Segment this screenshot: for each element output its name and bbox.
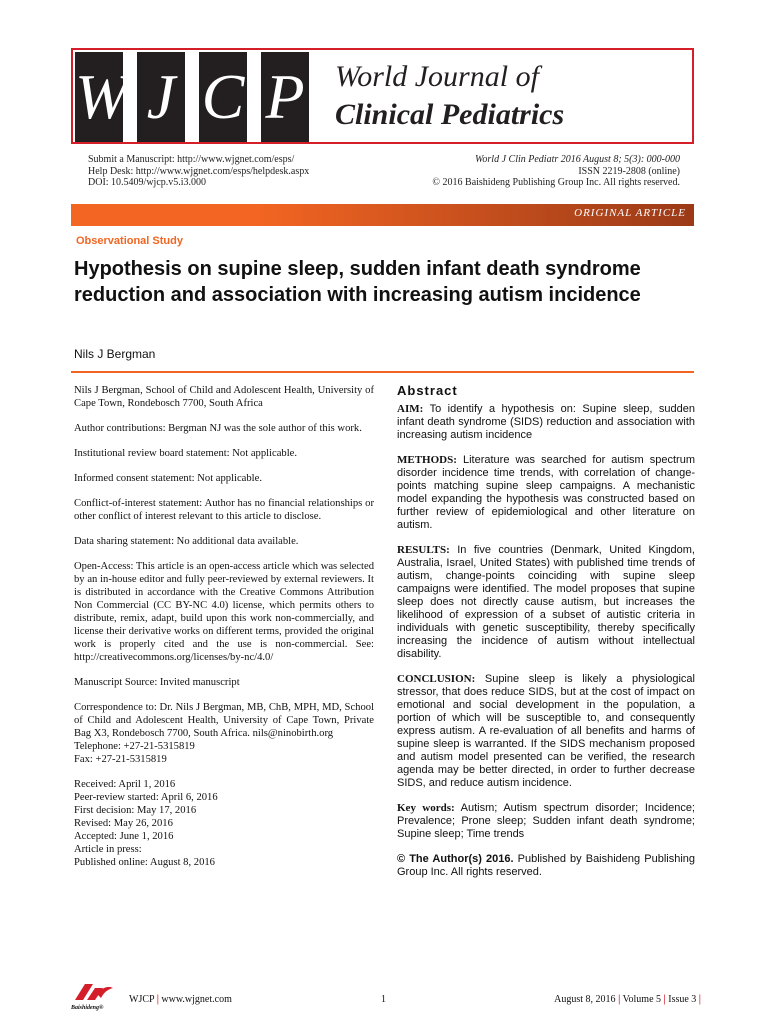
date-published: Published online: August 8, 2016 — [74, 857, 215, 868]
publisher-logo-text: Baishideng® — [71, 1005, 104, 1011]
keywords — [397, 802, 695, 841]
telephone: Telephone: +27-21-5315819 — [74, 741, 195, 752]
conclusion-label: CONCLUSION: — [397, 673, 476, 685]
footer-right — [554, 994, 701, 1005]
aim-label: AIM: — [397, 403, 424, 415]
methods-label: METHODS: — [397, 454, 457, 466]
abstract-results — [397, 544, 695, 661]
article-title: Hypothesis on supine sleep, sudden infant death syndrome reduction and association with increasing autism incidence — [74, 258, 641, 306]
keywords-label: Key words: — [397, 802, 455, 814]
footer-volume: Volume 5 — [622, 994, 662, 1005]
journal-name-line2: Clinical Pediatrics — [335, 98, 565, 131]
author-name: Nils J Bergman — [74, 347, 156, 361]
affiliation: Nils J Bergman, School of Child and Adolescent Health, University of Cape Town, Rondebosch 7700, South Africa — [74, 385, 374, 409]
copyright-bold: © The Author(s) 2016. — [397, 853, 514, 865]
date-revised: Revised: May 26, 2016 — [74, 818, 173, 829]
data-sharing-statement: Data sharing statement: No additional data available. — [74, 536, 299, 547]
journal-name-line1: World Journal of — [335, 60, 539, 93]
footer-date: August 8, 2016 — [554, 994, 616, 1005]
footer-separator: | — [156, 994, 159, 1005]
logo-letter-c: C — [199, 52, 247, 142]
abstract-heading: Abstract — [397, 383, 458, 398]
logo-letter-w: W — [75, 52, 123, 142]
footer-issue: Issue 3 — [668, 994, 697, 1005]
doi-link[interactable]: DOI: 10.5409/wjcp.v5.i3.000 — [88, 177, 207, 188]
manuscript-source: Manuscript Source: Invited manuscript — [74, 677, 240, 688]
results-text: In five countries (Denmark, United Kingdom, Australia, Israel, United States) with published time trends of autism, change-points coinciding with supine sleep campaigns were identified. The model proposes that supine sleep does not directly cause autism, but increases the likelihood of expression of a subset of autistic criteria in individuals with genetic susceptibility, thereby specifically increasing the incidence of autism without intellectual disability. — [397, 544, 695, 660]
methods-text: Literature was searched for autism spectrum disorder incidence time trends, with correlation of change-points matching supine sleep campaigns. A mechanistic model expanding the hypothesis was constructed based on further review of epidemiological and other literature on autism. — [397, 454, 695, 531]
footer-url[interactable]: www.wjgnet.com — [161, 994, 232, 1005]
aim-text: To identify a hypothesis on: Supine sleep, sudden infant death syndrome (SIDS) reduction and association with increasing autism incidence — [397, 403, 696, 441]
footer-left — [129, 994, 232, 1005]
abstract-methods — [397, 454, 695, 532]
footer-journal: WJCP — [129, 994, 155, 1005]
footer-separator: | — [698, 994, 701, 1005]
keywords-text: Autism; Autism spectrum disorder; Incidence; Prevalence; Prone sleep; Sudden infant death syndrome; Supine sleep; Time trends — [397, 802, 695, 840]
date-first-decision: First decision: May 17, 2016 — [74, 805, 197, 816]
front-matter-column — [74, 384, 374, 869]
open-access-statement: Open-Access: This article is an open-access article which was selected by an in-house editor and fully peer-reviewed by external reviewers. It is distributed in accordance with the Creative Commons Attribution Non Commercial (CC BY-NC 4.0) license, which permits others to distribute, remix, adapt, build upon this work non-commercially, and license their derivative works on different terms, provided the original work is properly cited and the use is non-commercial. See: http://creativecommons.org/licenses/by-nc/4.0/ — [74, 561, 374, 663]
page-footer — [71, 990, 701, 1010]
submit-link[interactable]: Submit a Manuscript: http://www.wjgnet.com/esps/ — [88, 154, 295, 165]
journal-masthead — [71, 48, 694, 144]
conclusion-text: Supine sleep is likely a physiological stressor, that does reduce SIDS, but at the cost of impact on emotional and social development in the population, a portion of which will be susceptible to, and consequently express autism. A re-evaluation of all benefits and harms of supine sleep is warranted. If the SIDS mechanism proposed and autism model presented can be verified, the research agenda may be better directed, in order to further decrease SIDS, and reduce autism incidence. — [397, 673, 695, 789]
page-number: 1 — [381, 994, 386, 1005]
abstract-copyright — [397, 853, 695, 879]
footer-separator: | — [663, 994, 666, 1005]
logo-letter-p: P — [261, 52, 309, 142]
author-contributions: Author contributions: Bergman NJ was the sole author of this work. — [74, 423, 362, 434]
date-received: Received: April 1, 2016 — [74, 779, 176, 790]
issn-line: ISSN 2219-2808 (online) — [578, 166, 680, 177]
abstract-column — [397, 384, 695, 891]
article-dates — [74, 778, 374, 869]
date-accepted: Accepted: June 1, 2016 — [74, 831, 174, 842]
abstract-conclusion — [397, 673, 695, 790]
abstract-aim — [397, 403, 695, 442]
citation-line: World J Clin Pediatr 2016 August 8; 5(3): 000-000 — [475, 154, 680, 165]
logo-letter-j: J — [137, 52, 185, 142]
helpdesk-link[interactable]: Help Desk: http://www.wjgnet.com/esps/helpdesk.aspx — [88, 166, 310, 177]
date-peer-review: Peer-review started: April 6, 2016 — [74, 792, 218, 803]
copyright-line: © 2016 Baishideng Publishing Group Inc. All rights reserved. — [432, 177, 680, 188]
date-in-press: Article in press: — [74, 844, 142, 855]
fax: Fax: +27-21-5315819 — [74, 754, 167, 765]
article-type-label: ORIGINAL ARTICLE — [574, 207, 686, 219]
correspondence: Correspondence to: Dr. Nils J Bergman, MB, ChB, MPH, MD, School of Child and Adolescent Health, University of Cape Town, Private Bag X3, Rondebosch 7700, South Africa. nils@ninobirth.org — [74, 702, 374, 739]
results-label: RESULTS: — [397, 544, 450, 556]
coi-statement: Conflict-of-interest statement: Author has no financial relationships or other conflict of interest relevant to this article to disclose. — [74, 498, 374, 522]
footer-separator: | — [618, 994, 621, 1005]
article-type-bar — [71, 204, 694, 226]
consent-statement: Informed consent statement: Not applicable. — [74, 473, 262, 484]
copyright-text: Published by Baishideng Publishing Group Inc. All rights reserved. — [397, 853, 695, 878]
study-type-label: Observational Study — [76, 235, 183, 247]
irb-statement: Institutional review board statement: Not applicable. — [74, 448, 297, 459]
divider — [71, 371, 694, 373]
